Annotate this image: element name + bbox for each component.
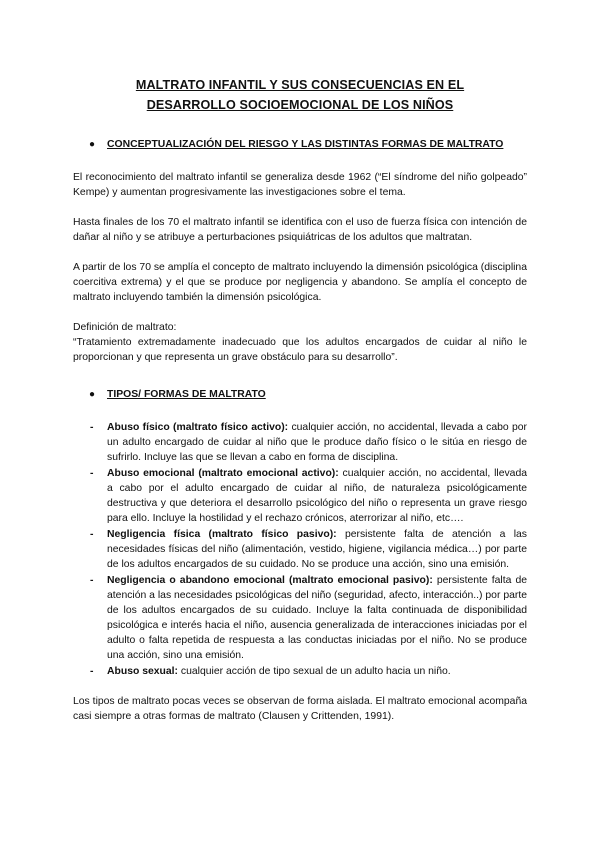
list-item: [73, 573, 527, 663]
definition-label: Definición de maltrato:: [73, 322, 177, 333]
list-item-text: [107, 466, 527, 526]
list-item-text: [107, 573, 527, 663]
paragraph-3: A partir de los 70 se amplía el concepto de maltrato incluyendo la dimensión psicológica (disciplina coercitiva extrema) y el que se produce por negligencia y abandono. Se amplía el concepto de maltrato incluyendo también la dimensión psicológica.: [73, 262, 527, 303]
type-term: Abuso emocional (maltrato emocional activo):: [107, 468, 339, 479]
dash-marker: -: [90, 468, 94, 479]
dash-marker: -: [90, 666, 94, 677]
definition-quote: “Tratamiento extremadamente inadecuado que los adultos encargados de cuidar al niño le proporcionan y que representa un grave obstáculo para su desarrollo”.: [73, 337, 527, 363]
bullet-icon: ●: [89, 389, 96, 400]
list-item-text: [107, 527, 527, 572]
bullet-icon: ●: [89, 139, 96, 150]
maltreatment-types-list: [73, 420, 527, 679]
section-heading-conceptualizacion: [73, 137, 527, 152]
document-body: [73, 75, 527, 739]
dash-marker: -: [90, 575, 94, 586]
type-term: Abuso físico (maltrato físico activo):: [107, 422, 289, 433]
title-line-1: MALTRATO INFANTIL Y SUS CONSECUENCIAS EN EL: [135, 78, 465, 92]
type-description: cualquier acción, no accidental, llevada a cabo por el adulto encargado de cuidar al niño, de naturaleza psicológicamente destructiva y que deteriora el desarrollo psicológico del niño o representa un grave riesgo para ello. Incluye la hostilidad y el rechazo crónicos, aterrorizar al niño, etc….: [107, 468, 528, 524]
dash-marker: -: [90, 529, 94, 540]
dash-marker: -: [90, 422, 94, 433]
paragraph-2: Hasta finales de los 70 el maltrato infantil se identifica con el uso de fuerza física con intención de dañar al niño y se atribuye a perturbaciones psiquiátricas de los adultos que maltratan.: [73, 217, 527, 243]
paragraph-1: El reconocimiento del maltrato infantil se generaliza desde 1962 (“El síndrome del niño golpeado” Kempe) y aumentan progresivamente las investigaciones sobre el tema.: [73, 172, 527, 198]
section-heading-text: CONCEPTUALIZACIÓN DEL RIESGO Y LAS DISTINTAS FORMAS DE MALTRATO: [107, 139, 504, 150]
list-item-text: [107, 420, 527, 465]
type-description: cualquier acción de tipo sexual de un adulto hacia un niño.: [178, 666, 451, 677]
list-item: [73, 466, 527, 526]
list-item: [73, 664, 527, 679]
type-description: persistente falta de atención a las necesidades psicológicas del niño (seguridad, afecto, interacción..) por parte de los adultos encargados de su cuidado. Incluye la falta continuada de disponibilidad psicológica e interés hacia el niño, ausencia generalizada de interacciones iniciadas por el adulto o falta repetida de respuesta a las conductas iniciadas por el niño. No se produce una acción, sino una emisión.: [107, 575, 528, 661]
list-item: [73, 527, 527, 572]
document-title: [73, 75, 527, 115]
title-line-2: DESARROLLO SOCIOEMOCIONAL DE LOS NIÑOS: [146, 98, 454, 112]
list-item-text: [107, 664, 527, 679]
section-heading-tipos: [73, 387, 527, 402]
type-term: Negligencia física (maltrato físico pasivo):: [107, 529, 337, 540]
section-heading-text: TIPOS/ FORMAS DE MALTRATO: [107, 389, 266, 400]
type-description: persistente falta de atención a las necesidades físicas del niño (alimentación, vestido, higiene, vigilancia médica…) por parte de los adultos encargados de su cuidado. No se produce una acción, sino una emisión.: [107, 529, 527, 570]
type-term: Negligencia o abandono emocional (maltrato emocional pasivo):: [107, 575, 433, 586]
closing-paragraph: Los tipos de maltrato pocas veces se observan de forma aislada. El maltrato emocional acompaña casi siempre a otras formas de maltrato (Clausen y Crittenden, 1991).: [73, 696, 527, 722]
type-description: cualquier acción, no accidental, llevada a cabo por un adulto encargado de cuidar al niño que le produce daño físico o le sitúa en riesgo de sufrirlo. Incluye las que se llevan a cabo en forma de disciplina.: [107, 422, 528, 463]
list-item: [73, 420, 527, 465]
type-term: Abuso sexual:: [107, 666, 179, 677]
